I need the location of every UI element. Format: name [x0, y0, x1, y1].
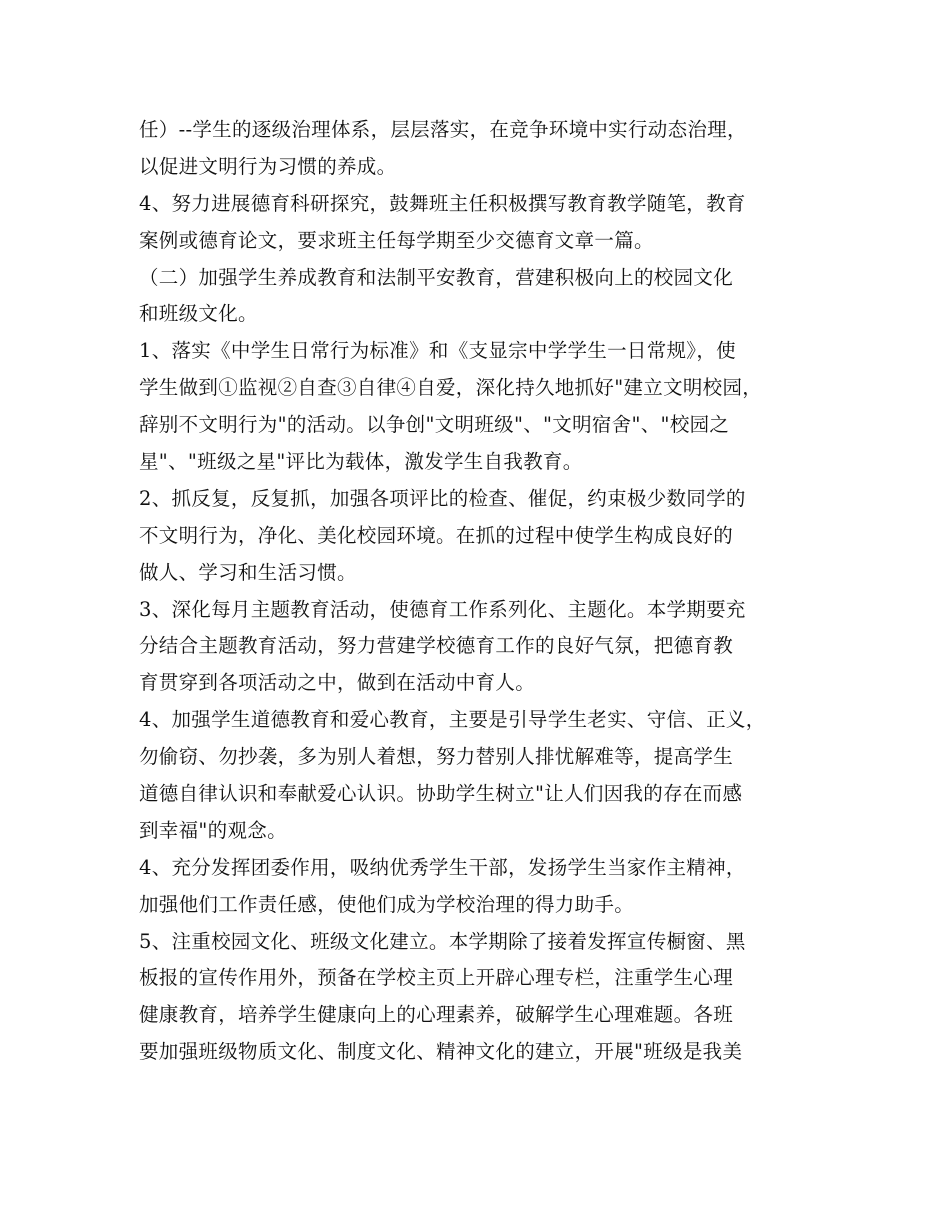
text-line: 4、加强学生道德教育和爱心教育，主要是引导学生老实、守信、正义，	[139, 708, 766, 732]
text-line: 到幸福"的观念。	[139, 818, 287, 842]
text-line: 勿偷窃、勿抄袭，多为别人着想，努力替别人排忧解难等，提高学生	[139, 745, 734, 769]
text-line: 2、抓反复，反复抓，加强各项评比的检查、催促，约束极少数同学的	[139, 486, 746, 510]
text-line: 4、努力进展德育科研探究，鼓舞班主任积极撰写教育教学随笔，教育	[139, 191, 746, 215]
text-line: 案例或德育论文，要求班主任每学期至少交德育文章一篇。	[139, 228, 654, 252]
section-heading: 和班级文化。	[139, 302, 258, 326]
text-line: 板报的宣传作用外，预备在学校主页上开辟心理专栏，注重学生心理	[139, 966, 734, 990]
text-line: 1、落实《中学生日常行为标准》和《支显宗中学学生一日常规》，使	[139, 339, 736, 363]
text-line: 任）--学生的逐级治理体系，层层落实，在竞争环境中实行动态治理，	[139, 118, 747, 141]
text-line: 以促进文明行为习惯的养成。	[139, 154, 397, 178]
text-line: 4、充分发挥团委作用，吸纳优秀学生干部，发扬学生当家作主精神，	[139, 855, 746, 879]
text-line: 要加强班级物质文化、制度文化、精神文化的建立，开展"班级是我美	[139, 1040, 743, 1064]
text-line: 道德自律认识和奉献爱心认识。协助学生树立"让人们因我的存在而感	[139, 782, 743, 806]
text-line: 不文明行为，净化、美化校园环境。在抓的过程中使学生构成良好的	[139, 523, 734, 547]
text-line: 加强他们工作责任感，使他们成为学校治理的得力助手。	[139, 892, 635, 916]
text-line: 做人、学习和生活习惯。	[139, 560, 357, 584]
text-line: 健康教育，培养学生健康向上的心理素养，破解学生心理难题。各班	[139, 1003, 734, 1027]
text-line: 5、注重校园文化、班级文化建立。本学期除了接着发挥宣传橱窗、黑	[139, 929, 746, 953]
text-line: 学生做到①监视②自查③自律④自爱，深化持久地抓好"建立文明校园，	[139, 376, 763, 400]
text-line: 星"、"班级之星"评比为载体，激发学生自我教育。	[139, 450, 583, 474]
text-line: 辞别不文明行为"的活动。以争创"文明班级"、"文明宿舍"、"校园之	[139, 413, 730, 437]
text-line: 分结合主题教育活动，努力营建学校德育工作的良好气氛，把德育教	[139, 634, 734, 658]
text-line: 育贯穿到各项活动之中，做到在活动中育人。	[139, 671, 536, 695]
section-heading: （二）加强学生养成教育和法制平安教育，营建积极向上的校园文化	[139, 265, 734, 289]
text-line: 3、深化每月主题教育活动，使德育工作系列化、主题化。本学期要充	[139, 597, 746, 621]
body-text	[139, 112, 839, 1071]
